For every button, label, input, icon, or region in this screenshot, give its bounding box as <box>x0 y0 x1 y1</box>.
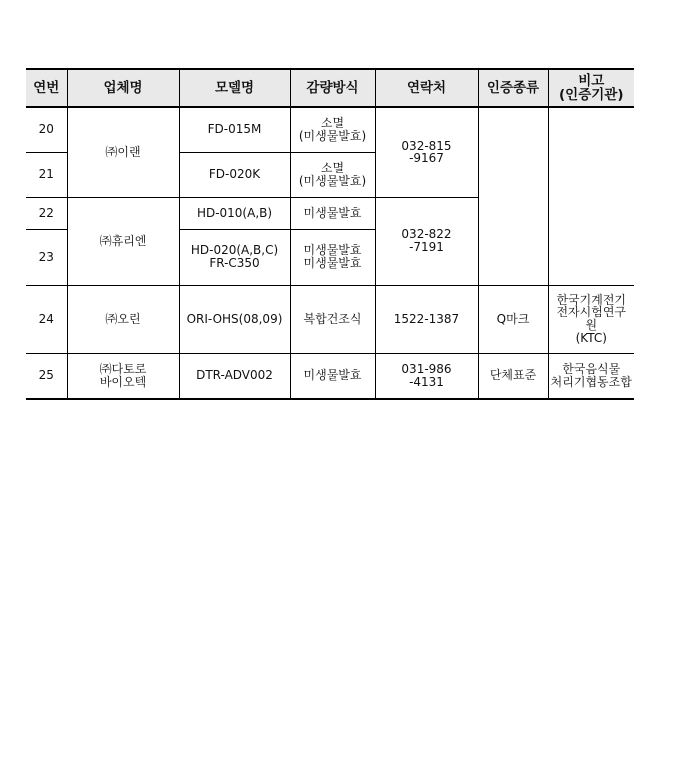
cell-model-line1: HD-020(A,B,C) <box>190 243 279 258</box>
cell-no: 21 <box>26 152 67 197</box>
cell-no: 20 <box>26 107 67 152</box>
cell-remarks <box>548 285 634 353</box>
cell-remarks-empty <box>548 107 634 285</box>
table-header-row <box>26 69 634 107</box>
cell-contact-line2: -7191 <box>409 240 444 254</box>
cell-contact-line2: -9167 <box>409 151 444 166</box>
cell-model: ORI-OHS(08,09) <box>179 285 290 353</box>
cell-model: HD-010(A,B) <box>179 197 290 229</box>
cell-company-line2: 바이오텍 <box>99 374 147 389</box>
cell-contact-line2: -4131 <box>409 374 444 389</box>
cell-remarks-line2: 전자시험연구 <box>556 305 627 320</box>
cell-cert-empty <box>478 107 548 285</box>
header-company: 업체명 <box>67 69 179 107</box>
cell-contact-line1: 032-815 <box>401 138 452 153</box>
cell-method: 복합건조식 <box>290 285 375 353</box>
cell-method-line2: (미생물발효) <box>298 173 367 188</box>
cell-company: ㈜이랜 <box>67 107 179 197</box>
cell-contact <box>375 197 478 285</box>
table-row <box>26 353 634 399</box>
cell-method-line1: 소멸 <box>320 116 345 131</box>
cell-contact-line1: 032-822 <box>401 227 452 242</box>
cell-model: DTR-ADV002 <box>179 353 290 399</box>
cell-contact <box>375 107 478 197</box>
header-remarks-line1: 비고 <box>578 72 605 89</box>
header-contact: 연락처 <box>375 69 478 107</box>
cell-remarks-line2: 처리기협동조합 <box>550 374 632 389</box>
cell-remarks-line1: 한국기계전기 <box>556 292 627 307</box>
table-row <box>26 285 634 353</box>
cell-model: FD-015M <box>179 107 290 152</box>
cell-company: ㈜오린 <box>67 285 179 353</box>
header-cert: 인증종류 <box>478 69 548 107</box>
cell-no: 25 <box>26 353 67 399</box>
header-remarks-line2: (인증기관) <box>558 87 624 103</box>
cell-method: 미생물발효 <box>290 353 375 399</box>
cell-method-line1: 소멸 <box>320 160 345 175</box>
cell-model-line2: FR-C350 <box>209 256 260 270</box>
cell-remarks-line3: 원 <box>585 318 598 332</box>
cell-method <box>290 107 375 152</box>
header-no: 연번 <box>26 69 67 107</box>
header-method: 감량방식 <box>290 69 375 107</box>
cell-contact: 1522-1387 <box>375 285 478 353</box>
cell-no: 24 <box>26 285 67 353</box>
cell-cert: Q마크 <box>478 285 548 353</box>
cell-model <box>179 229 290 285</box>
certified-device-table <box>26 68 634 400</box>
cell-remarks-line4: (KTC) <box>575 330 607 345</box>
cell-company: ㈜휴리엔 <box>67 197 179 285</box>
cell-method <box>290 229 375 285</box>
cell-company-line1: ㈜다토로 <box>99 362 147 377</box>
cell-model: FD-020K <box>179 152 290 197</box>
cell-contact <box>375 353 478 399</box>
cell-method-line2: (미생물발효) <box>298 128 367 143</box>
cell-remarks <box>548 353 634 399</box>
cell-company <box>67 353 179 399</box>
header-model: 모델명 <box>179 69 290 107</box>
cell-method-line2: 미생물발효 <box>303 256 362 270</box>
cell-method-line1: 미생물발효 <box>303 243 362 258</box>
cell-method <box>290 152 375 197</box>
cell-remarks-line1: 한국음식물 <box>562 362 621 377</box>
cell-no: 22 <box>26 197 67 229</box>
cell-contact-line1: 031-986 <box>401 362 452 377</box>
cell-method: 미생물발효 <box>290 197 375 229</box>
header-remarks <box>548 69 634 107</box>
cell-no: 23 <box>26 229 67 285</box>
table-row <box>26 107 634 152</box>
cell-cert: 단체표준 <box>478 353 548 399</box>
